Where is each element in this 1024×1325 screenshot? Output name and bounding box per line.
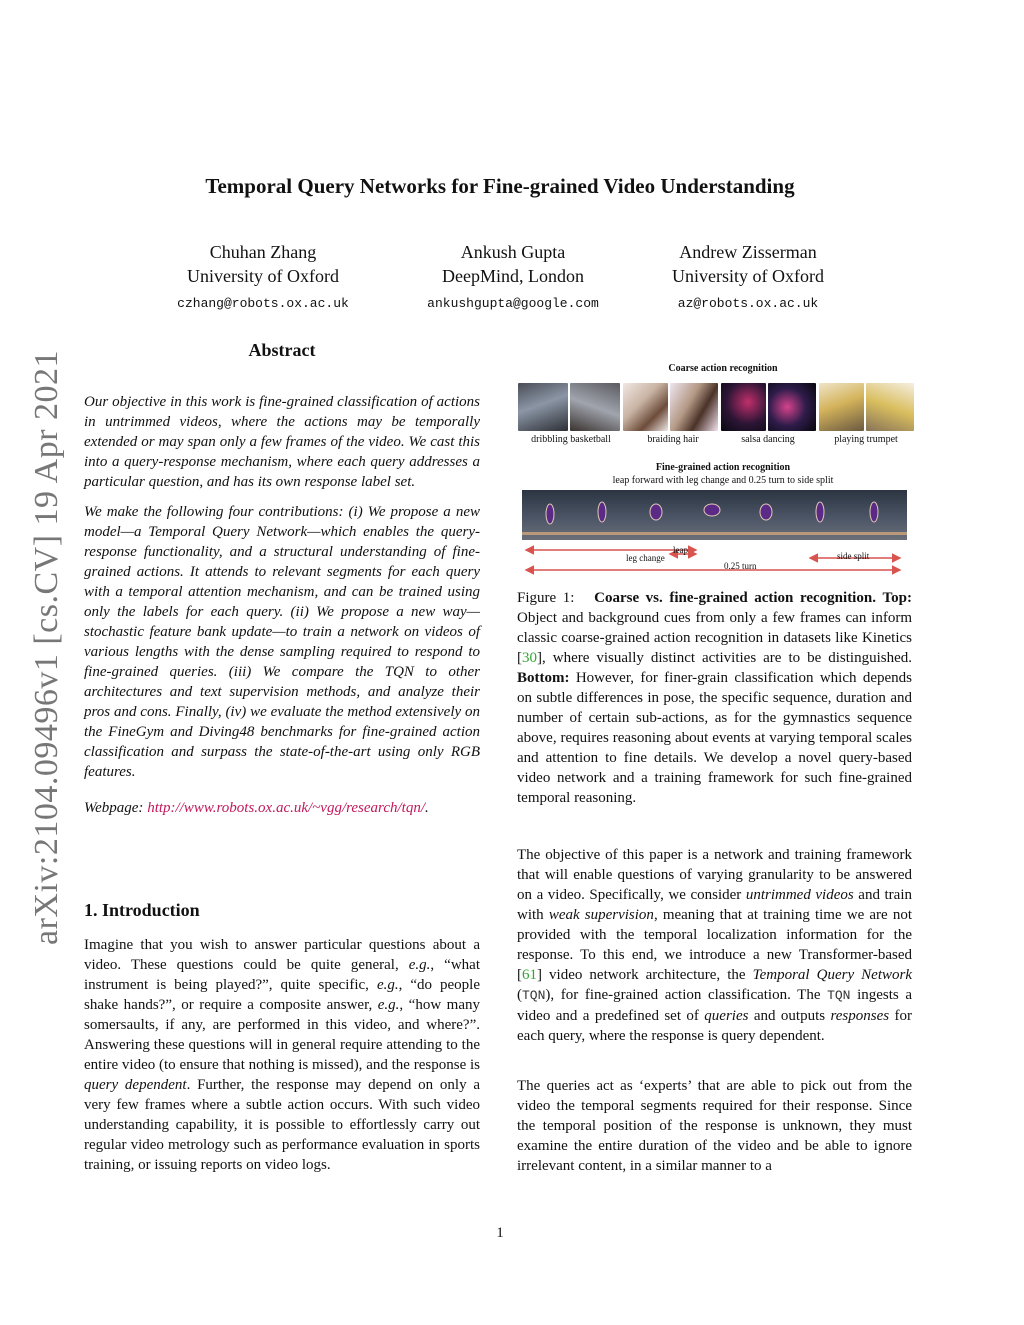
thumb-hair-1 [623, 383, 668, 431]
body-text: The objective of this paper is a network and training framework that will enable questions of varying granularity to be answered on a video. Specifically, we consider [517, 847, 912, 903]
body-emphasis: queries [704, 1008, 749, 1024]
author-affiliation: University of Oxford [672, 266, 824, 286]
figure-fine-heading: Fine-grained action recognition [655, 462, 791, 473]
abstract-paragraph-2: We make the following four contributions: (i) We propose a new model—a Temporal Query Network—which enables the query-response functionality, and a structural understanding of fine-grained actions. It attends to relevant segments for each query with a temporal attention mechanism, and can be trained using only the labels for each query. (ii) We propose a new way—stochastic feature bank update—to train a network on videos of various lengths with the dense sampling required to respond to fine-grained queries. (iii) We compare the TQN to other architectures and text supervision methods, and analyze their pros and cons. Finally, (iv) we evaluate the method extensively on the FineGym and Diving48 benchmarks for fine-grained action classification and surpass the state-of-the-art using only RGB features. [84, 504, 480, 780]
annotation-turn: 0.25 turn [724, 561, 757, 571]
arxiv-stamp: arXiv:2104.09496v1 [cs.CV] 19 Apr 2021 [28, 349, 65, 945]
author-name: Chuhan Zhang [209, 242, 317, 262]
figure-caption-text [517, 588, 912, 808]
figure-caption [517, 588, 912, 808]
body-text: ingests a video and a predefined set of [517, 987, 912, 1024]
author-email: czhang@robots.ox.ac.uk [177, 296, 349, 311]
author-email: ankushgupta@google.com [427, 296, 599, 311]
author-affiliation: University of Oxford [187, 266, 339, 286]
author-name: Ankush Gupta [460, 242, 566, 262]
intro-text: , “what instrument is being played?”, quite specific, [84, 957, 480, 993]
caption-bottom-label: Bottom: [517, 670, 570, 686]
citation-link[interactable]: 30 [522, 650, 537, 666]
intro-text: , “how many somersaults, if any, are performed in this video, and where?”. Answering these questions will in general require attending to the entire video (to ensure that nothing is missed), and the response is [84, 997, 480, 1073]
webpage-link[interactable]: http://www.robots.ox.ac.uk/~vgg/research/tqn/ [147, 800, 425, 816]
thumb-trumpet-1 [819, 383, 864, 431]
author-name: Andrew Zisserman [679, 242, 817, 262]
webpage-line [84, 798, 480, 818]
body-emphasis: Temporal Query Network [752, 967, 912, 983]
author-block-3 [618, 240, 878, 316]
caption-text: ], where visually distinct activities are to be distinguished. [537, 650, 912, 666]
intro-eg: e.g. [408, 957, 431, 973]
coarse-label-salsa: salsa dancing [741, 434, 795, 445]
thumb-salsa-2 [768, 383, 816, 431]
intro-eg: e.g. [376, 977, 399, 993]
paper-title: Temporal Query Networks for Fine-grained Video Understanding [205, 174, 795, 198]
intro-paragraph-1 [84, 935, 480, 1175]
intro-body [84, 935, 480, 1175]
coarse-label-hair: braiding hair [647, 434, 699, 445]
figure-coarse-heading: Coarse action recognition [668, 363, 778, 374]
code-term: TQN [827, 988, 851, 1003]
body-text: and outputs [748, 1008, 831, 1024]
annotation-side-split: side split [837, 551, 870, 561]
author-block-2 [383, 240, 643, 316]
intro-heading: 1. Introduction [84, 900, 200, 920]
coarse-label-basketball: dribbling basketball [531, 434, 611, 445]
abstract-heading: Abstract [248, 340, 316, 360]
right-column-body [517, 845, 912, 1176]
body-emphasis: untrimmed videos [745, 887, 854, 903]
body-text: and train with [517, 887, 912, 923]
annotation-leap: leap [673, 545, 688, 555]
thumb-hair-2 [670, 383, 718, 431]
coarse-label-trumpet: playing trumpet [834, 434, 898, 445]
body-text: ( [517, 987, 522, 1003]
caption-top-label: Top: [882, 590, 912, 606]
thumb-trumpet-2 [866, 383, 914, 431]
body-emphasis: weak supervision [548, 907, 654, 923]
thumb-basketball-2 [570, 383, 620, 431]
right-paragraph-2: The queries act as ‘experts’ that are able to pick out from the video the temporal segments required for their response. Since the temporal position of the response is unknown, they must examine the entire duration of the video and be able to ignore irrelevant content, in a similar manner to a [517, 1078, 912, 1174]
author-affiliation: DeepMind, London [442, 266, 584, 286]
code-term: TQN [522, 988, 546, 1003]
caption-title: Coarse vs. fine-grained action recognition. [594, 590, 876, 606]
intro-text: , “do people shake hands?”, or require a composite answer, [84, 977, 481, 1013]
body-text: ), for fine-grained action classification. The [545, 987, 828, 1003]
webpage-label: Webpage: [84, 800, 148, 816]
intro-text: . Further, the response may depend on only a very few frames where a subtle action occurs. With such video understanding capability, it is possible to effortlessly carry out regular video metrology such as performance evaluation in sports training, or issuing reports on video logs. [84, 1077, 480, 1173]
body-text: , meaning that at training time we are not provided with the temporal localization information for the response. To this end, we introduce a new Transformer-based [ [517, 907, 913, 983]
intro-text: Imagine that you wish to answer particular questions about a video. These questions could be quite general, [84, 937, 480, 973]
right-paragraph-1 [517, 845, 912, 1046]
body-emphasis: responses [830, 1008, 890, 1024]
gymnast-figures [522, 490, 907, 540]
page-number: 1 [496, 1225, 504, 1241]
citation-link[interactable]: 61 [522, 967, 537, 983]
abstract-paragraph-1: Our objective in this work is fine-grained classification of actions in untrimmed videos, where the actions may be temporally extended or may span only a few frames of the video. We cast this into a query-response mechanism, where each query addresses a particular question, and has its own response label set. [84, 394, 480, 490]
intro-emphasis: query dependent [84, 1077, 187, 1093]
author-block-1 [133, 240, 393, 316]
abstract-body [84, 392, 480, 818]
intro-eg: e.g. [377, 997, 400, 1013]
thumb-basketball-1 [518, 383, 568, 431]
body-text: for each query, where the response is query dependent. [517, 1008, 912, 1044]
figure-fine-subheading: leap forward with leg change and 0.25 turn to side split [612, 475, 834, 486]
webpage-end: . [425, 800, 429, 816]
caption-text: Object and background cues from only a few frames can inform classic coarse-grained action recognition in datasets like Kinetics [ [517, 610, 912, 666]
author-email: az@robots.ox.ac.uk [677, 296, 819, 311]
annotation-leg-change: leg change [626, 553, 665, 563]
body-text: ] video network architecture, the [537, 967, 753, 983]
caption-text: However, for finer-grain classification which depends on subtle differences in pose, the specific sequence, duration and number of certain sub-actions, as for the gymnastics sequence above, requires reasoning about events at varying temporal scales and attention to fine details. We develop a novel query-based video network and a training framework for such fine-grained temporal reasoning. [517, 670, 912, 806]
caption-label: Figure 1: [517, 590, 575, 606]
thumb-salsa-1 [721, 383, 766, 431]
